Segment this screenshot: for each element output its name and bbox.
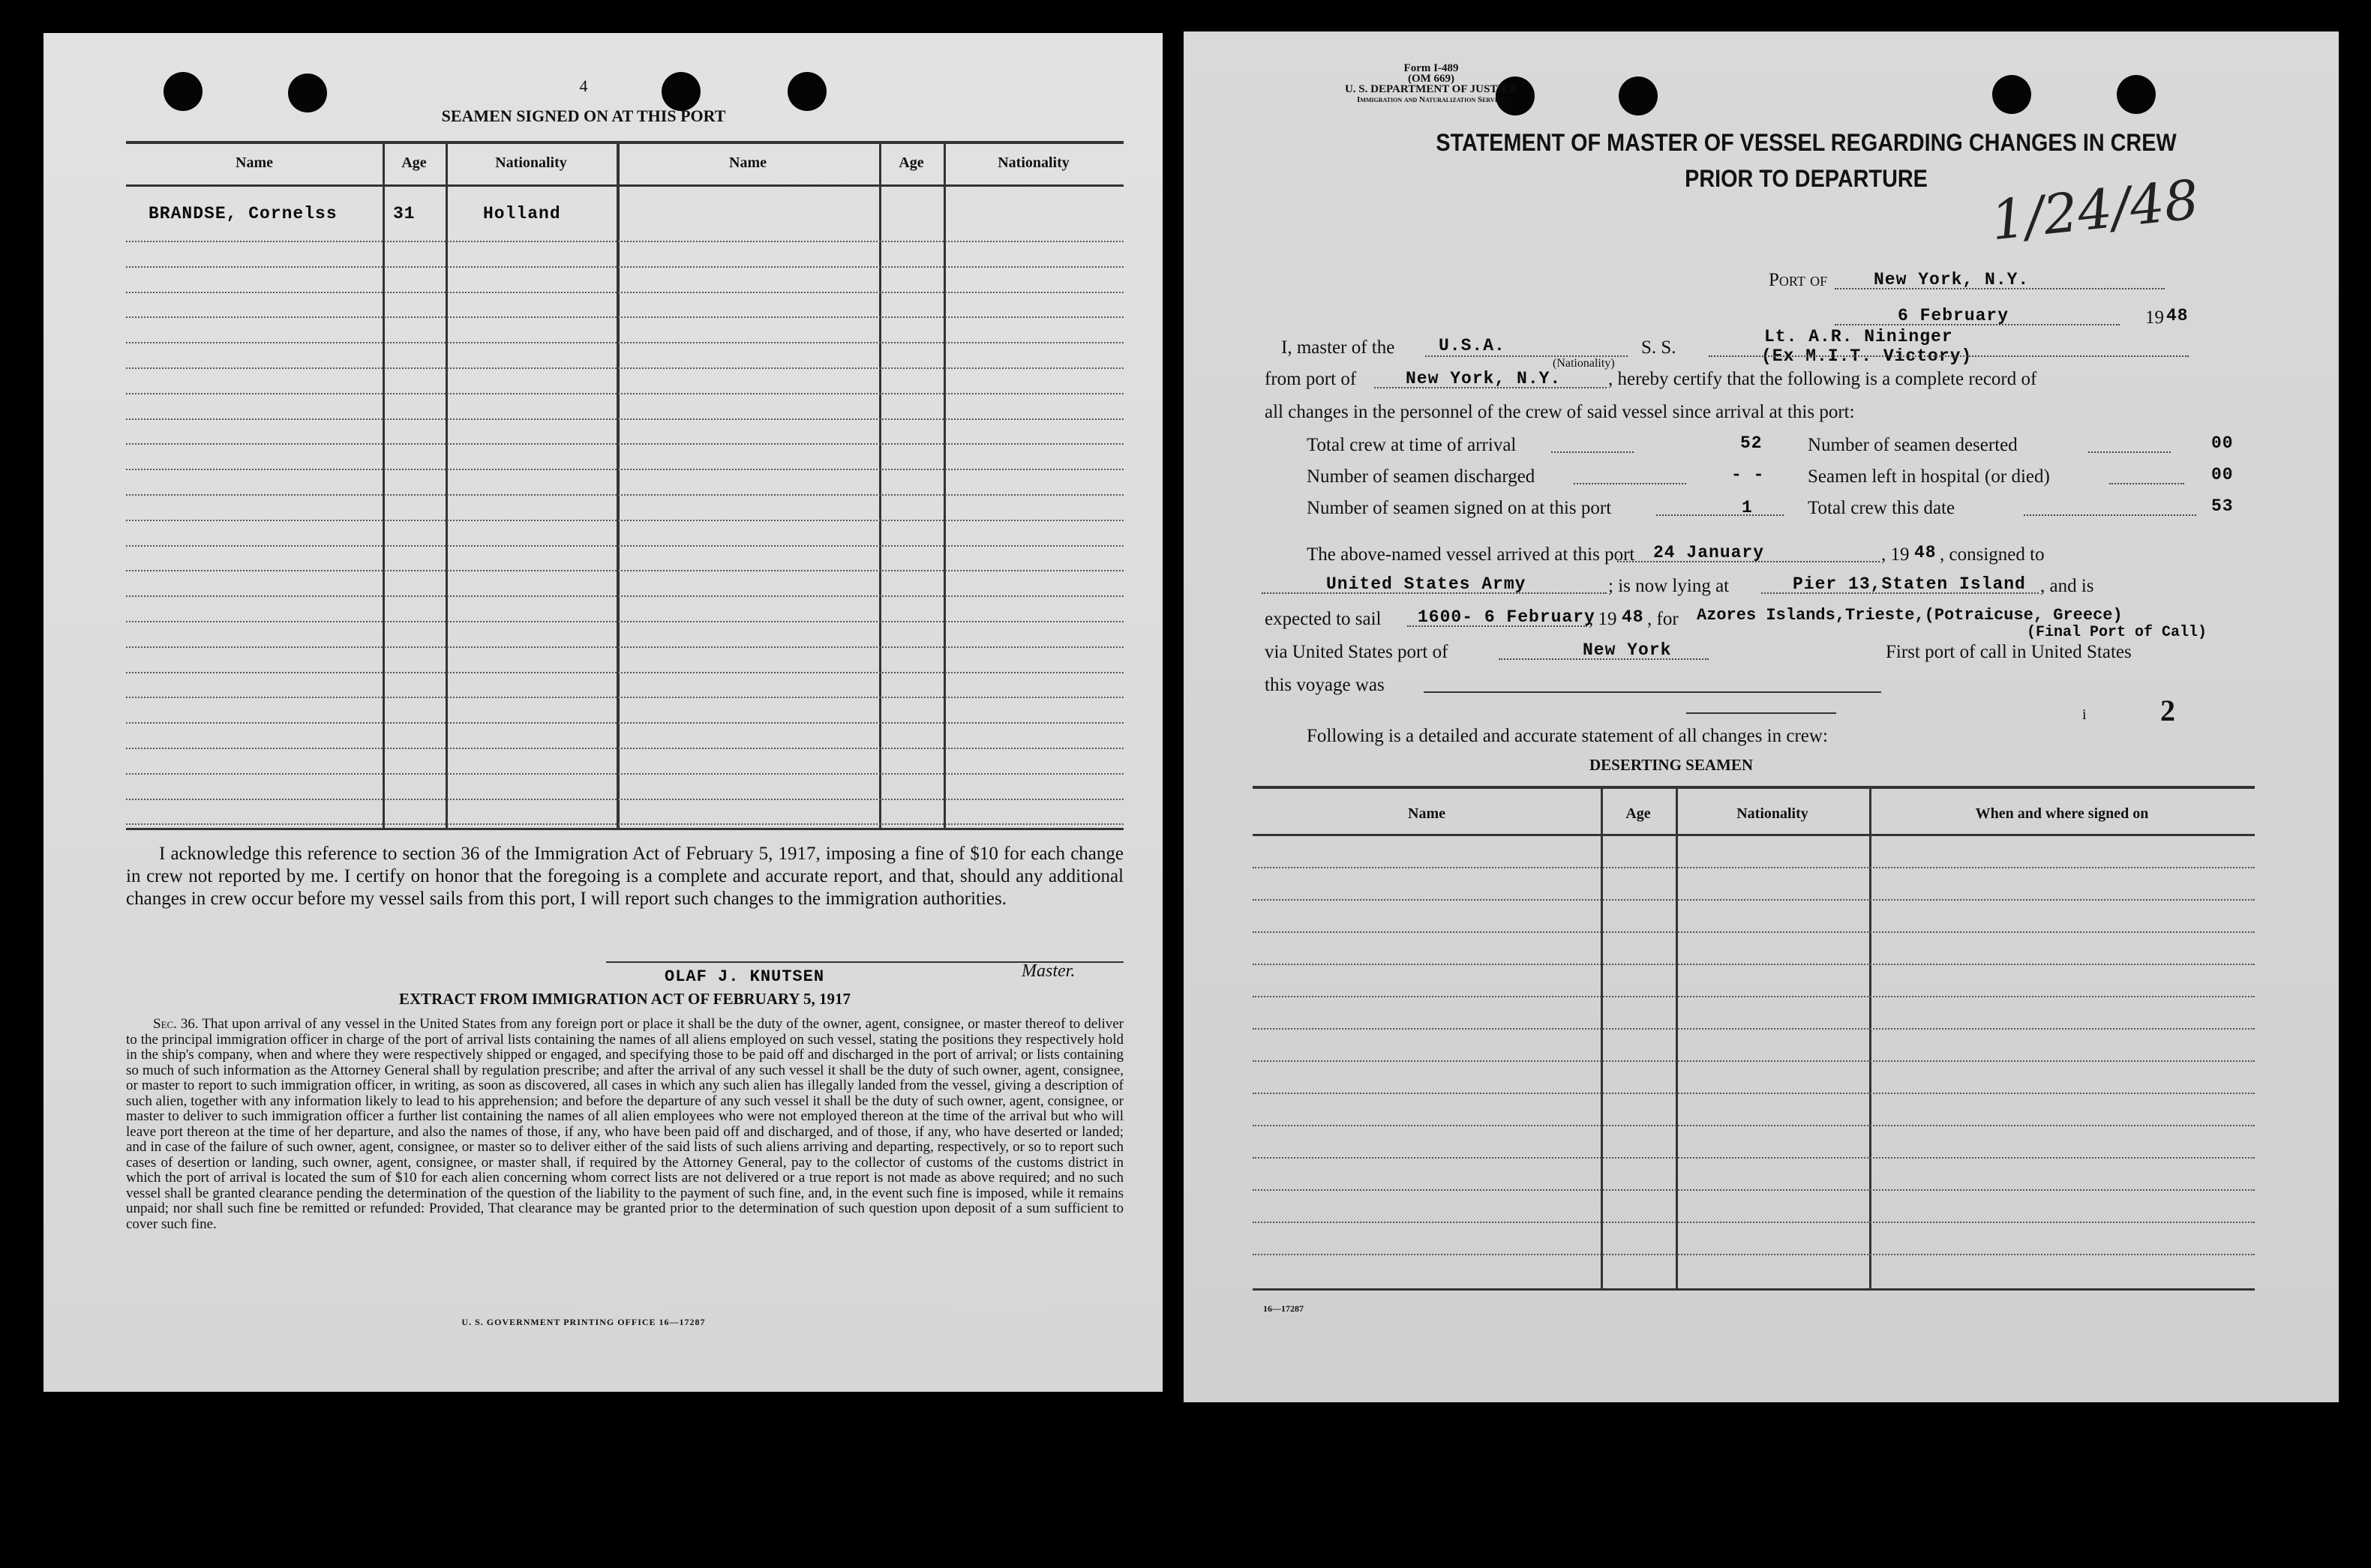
col-divider: [446, 144, 448, 828]
leader-dots: [2088, 451, 2171, 453]
col-header: Nationality: [495, 154, 567, 171]
row-rule: [126, 443, 1124, 445]
row-rule: [1253, 931, 2255, 933]
row-rule: [126, 823, 1124, 825]
voyage-text: this voyage was: [1265, 675, 1385, 695]
arrived-year-prefix: , 19: [1881, 544, 1910, 565]
leader-dots: [2024, 514, 2196, 516]
col-divider: [944, 144, 946, 828]
destination: Azores Islands,Trieste,(Potraicuse, Greece): [1697, 606, 2123, 625]
col-header: Nationality: [998, 154, 1070, 171]
left-page: [44, 33, 1163, 1392]
leader-dots: [1574, 483, 1686, 484]
for-text: , for: [1647, 609, 1679, 629]
port-of-label: Port of: [1769, 270, 1828, 290]
table-top-rule: [126, 141, 1124, 144]
col-header: Age: [401, 154, 427, 171]
acknowledgment-text: I acknowledge this reference to section 36 of the Immigration Act of February 5, 1917, imposing a fine of $10 for each change in crew not reported by me. I certify on honor that the foregoing is a complete and accurate report, and that, should any additional changes in crew occur before my vessel sails from this port, I will report such changes to the immigration authorities.: [126, 844, 1124, 909]
page-title: SEAMEN SIGNED ON AT THIS PORT: [441, 106, 726, 125]
seaman-name: BRANDSE, Cornelss: [149, 204, 338, 223]
agency: U. S. DEPARTMENT OF JUSTICE: [1344, 83, 1518, 95]
row-rule: [126, 748, 1124, 749]
col-divider: [1676, 789, 1678, 1288]
col-divider: [383, 144, 385, 828]
handwritten-date: 1/24/48: [1988, 167, 2202, 253]
seaman-age: 31: [393, 204, 416, 223]
row-rule: [1253, 1189, 2255, 1191]
signed-on-label: Number of seamen signed on at this port: [1307, 498, 1612, 518]
expected-text: expected to sail: [1265, 609, 1382, 629]
year-prefix: 19: [2145, 307, 2164, 328]
form-header: [1334, 63, 1529, 105]
total-arrival-value: 52: [1740, 433, 1763, 453]
footer-code: 16—17287: [1263, 1303, 1304, 1314]
service: Immigration and Naturalization Service: [1357, 95, 1505, 104]
vessel-name: Lt. A.R. Nininger: [1764, 327, 1953, 346]
row-rule: [126, 621, 1124, 622]
punch-hole: [1992, 75, 2031, 114]
final-port: (Final Port of Call): [2027, 624, 2207, 641]
sail-year-prefix: , 19: [1589, 609, 1617, 629]
total-arrival-label: Total crew at time of arrival: [1307, 435, 1517, 455]
following-text: Following is a detailed and accurate statement of all changes in crew:: [1307, 726, 1828, 746]
extract-title: EXTRACT FROM IMMIGRATION ACT OF FEBRUARY 5, 1917: [398, 990, 851, 1008]
row-rule: [126, 266, 1124, 268]
discharged-value: - -: [1731, 465, 1765, 484]
hospital-label: Seamen left in hospital (or died): [1808, 466, 2050, 487]
col-header: Name: [1408, 805, 1445, 822]
punch-hole: [2117, 75, 2156, 114]
table-top-rule: [1253, 786, 2255, 789]
first-port-text: First port of call in United States: [1886, 642, 2132, 662]
row-rule: [126, 672, 1124, 673]
form-sub: (OM 669): [1407, 73, 1455, 85]
page-number: 4: [579, 76, 588, 95]
row-rule: [126, 292, 1124, 293]
col-header: Age: [899, 154, 924, 171]
row-rule: [1253, 1222, 2255, 1223]
arrived-text: The above-named vessel arrived at this port: [1307, 544, 1635, 565]
short-line: [1686, 712, 1836, 714]
deserting-title: DESERTING SEAMEN: [1589, 756, 1754, 774]
via-value: New York: [1583, 640, 1672, 660]
lying-value: Pier 13,Staten Island: [1793, 574, 2026, 594]
row-rule: [126, 646, 1124, 648]
page-mark: 2: [2160, 694, 2175, 727]
all-changes-text: all changes in the personnel of the crew of said vessel since arrival at this port:: [1265, 402, 1855, 422]
punch-hole: [164, 72, 203, 111]
col-header: Age: [1625, 805, 1651, 822]
master-label: Master.: [1022, 961, 1076, 981]
from-port-value: New York, N.Y.: [1406, 369, 1562, 388]
row-rule: [126, 722, 1124, 724]
vessel-line: [1709, 355, 2189, 357]
row-rule: [1253, 1060, 2255, 1062]
consignee: United States Army: [1326, 574, 1526, 594]
nationality-value: U.S.A.: [1439, 336, 1505, 355]
certify-text: , hereby certify that the following is a complete record of: [1608, 369, 2037, 389]
row-rule: [1253, 1093, 2255, 1094]
table-bottom-rule: [126, 828, 1124, 830]
row-rule: [126, 570, 1124, 571]
extract-text: That upon arrival of any vessel in the United States from any foreign port or place it shall be the duty of the owner, agent, consignee, or master thereof to deliver to the principal immigration officer in charge of the port of arrival lists containing the names of all aliens employed on such vessel, stating the positions they respectively hold in the ship's company, when and where they were respectively shipped or engaged, and specifying those to be paid off and discharged in the port of arrival; or lists containing so much of such information as the Attorney General shall by regulation prescribe; and after the arrival of any such vessel it shall be the duty of such owner, agent, consignee, or master to report to such immigration officer, in writing, as soon as discovered, all cases in which any such alien has illegally landed from the vessel, giving a description of such alien, together with any information likely to lead to his apprehension; and before the departure of any such vessel it shall be the duty of such owner, agent, consignee, or master to deliver to such immigration officer a further list containing the names of all alien employees who were not employed thereon at the time of the arrival but who will leave port thereon at the time of her departure, and also the names of those, if any, who have been paid off and discharged, and of those, if any, who have deserted or landed; and in case of the failure of such owner, agent, consignee, or master so to deliver either of the said lists of such aliens arriving and departing, respectively, or so to report such cases of desertion or landing, such owner, agent, consignee, or master shall, if required by the Attorney General, pay to the collector of customs of the customs district in which the port of arrival is located the sum of $10 for each alien concerning whom correct lists are not delivered or a true report is not made as above required; and no such vessel shall be granted clearance pending the determination of the question of the liability to the payment of such fine, and, in the event such fine is imposed, while it remains unpaid; nor shall such fine be remitted or refunded: Provided, That clearance may be granted prior to the determination of such question upon deposit of a sum sufficient to cover such fine.: [126, 1017, 1124, 1232]
ss-label: S. S.: [1641, 337, 1676, 358]
col-header: Nationality: [1736, 805, 1808, 822]
row-rule: [126, 799, 1124, 800]
arrived-year: 48: [1914, 543, 1937, 562]
row-rule: [126, 367, 1124, 369]
row-rule: [126, 595, 1124, 597]
row-rule: [126, 241, 1124, 242]
col-divider: [879, 144, 881, 828]
voyage-line: [1424, 691, 1881, 693]
col-divider: [1869, 789, 1871, 1288]
discharged-label: Number of seamen discharged: [1307, 466, 1535, 487]
master-of-label: I, master of the: [1281, 337, 1395, 358]
row-rule: [126, 469, 1124, 470]
row-rule: [126, 316, 1124, 318]
title-line2: PRIOR TO DEPARTURE: [1685, 165, 1928, 192]
row-rule: [1253, 899, 2255, 901]
signed-on-value: 1: [1742, 498, 1753, 517]
deserted-value: 00: [2211, 433, 2234, 453]
and-is-text: , and is: [2040, 576, 2094, 596]
row-rule: [1253, 996, 2255, 997]
leader-dots: [1551, 451, 1634, 453]
row-rule: [126, 697, 1124, 698]
hospital-value: 00: [2211, 465, 2234, 484]
row-rule: [1253, 867, 2255, 868]
row-rule: [126, 418, 1124, 420]
deserted-label: Number of seamen deserted: [1808, 435, 2018, 455]
row-rule: [126, 494, 1124, 496]
right-page: [1184, 31, 2339, 1402]
table-bottom-rule: [1253, 1288, 2255, 1291]
row-rule: [126, 342, 1124, 343]
leader-dots: [1656, 514, 1784, 516]
leader-dots: [2109, 483, 2184, 484]
punch-hole: [788, 72, 827, 111]
total-date-label: Total crew this date: [1808, 498, 1955, 518]
consigned-text: , consigned to: [1940, 544, 2045, 565]
col-header: Name: [236, 154, 273, 171]
title-line1: STATEMENT OF MASTER OF VESSEL REGARDING CHANGES IN CREW: [1436, 129, 2177, 156]
via-text: via United States port of: [1265, 642, 1448, 662]
form-id: Form I-489: [1403, 62, 1459, 74]
port-of-value: New York, N.Y.: [1874, 270, 2030, 289]
extract-section: Sec. 36.: [153, 1017, 199, 1032]
total-date-value: 53: [2211, 496, 2234, 516]
row-rule: [1253, 1254, 2255, 1255]
row-rule: [1253, 1125, 2255, 1126]
printing-office: U. S. GOVERNMENT PRINTING OFFICE 16—17287: [461, 1317, 706, 1327]
arrived-date: 24 January: [1653, 543, 1765, 562]
master-signature: OLAF J. KNUTSEN: [665, 967, 825, 986]
vessel-former-name: (Ex M.I.T. Victory): [1761, 346, 1973, 366]
row-rule: [126, 545, 1124, 547]
col-divider: [617, 144, 620, 828]
table-header-rule: [1253, 834, 2255, 836]
row-rule: [1253, 1157, 2255, 1159]
lying-text: ; is now lying at: [1608, 576, 1730, 596]
col-header: Name: [729, 154, 767, 171]
row-rule: [126, 520, 1124, 521]
row-rule: [1253, 964, 2255, 965]
seaman-nationality: Holland: [483, 204, 561, 223]
date-value: 6 February: [1898, 306, 2009, 325]
table-header-rule: [126, 184, 1124, 187]
row-rule: [1253, 1028, 2255, 1030]
nationality-caption: (Nationality): [1553, 357, 1615, 370]
sail-value: 1600- 6 February: [1418, 607, 1595, 627]
small-mark: i: [2082, 706, 2087, 723]
punch-hole: [662, 72, 701, 111]
from-port-label: from port of: [1265, 369, 1357, 389]
punch-hole: [1619, 76, 1658, 115]
year-value: 48: [2166, 306, 2189, 325]
sail-year: 48: [1622, 607, 1644, 627]
extract-body: [126, 1017, 1124, 1309]
row-rule: [126, 393, 1124, 394]
col-header: When and where signed on: [1975, 805, 2149, 822]
col-divider: [1601, 789, 1603, 1288]
row-rule: [126, 773, 1124, 775]
